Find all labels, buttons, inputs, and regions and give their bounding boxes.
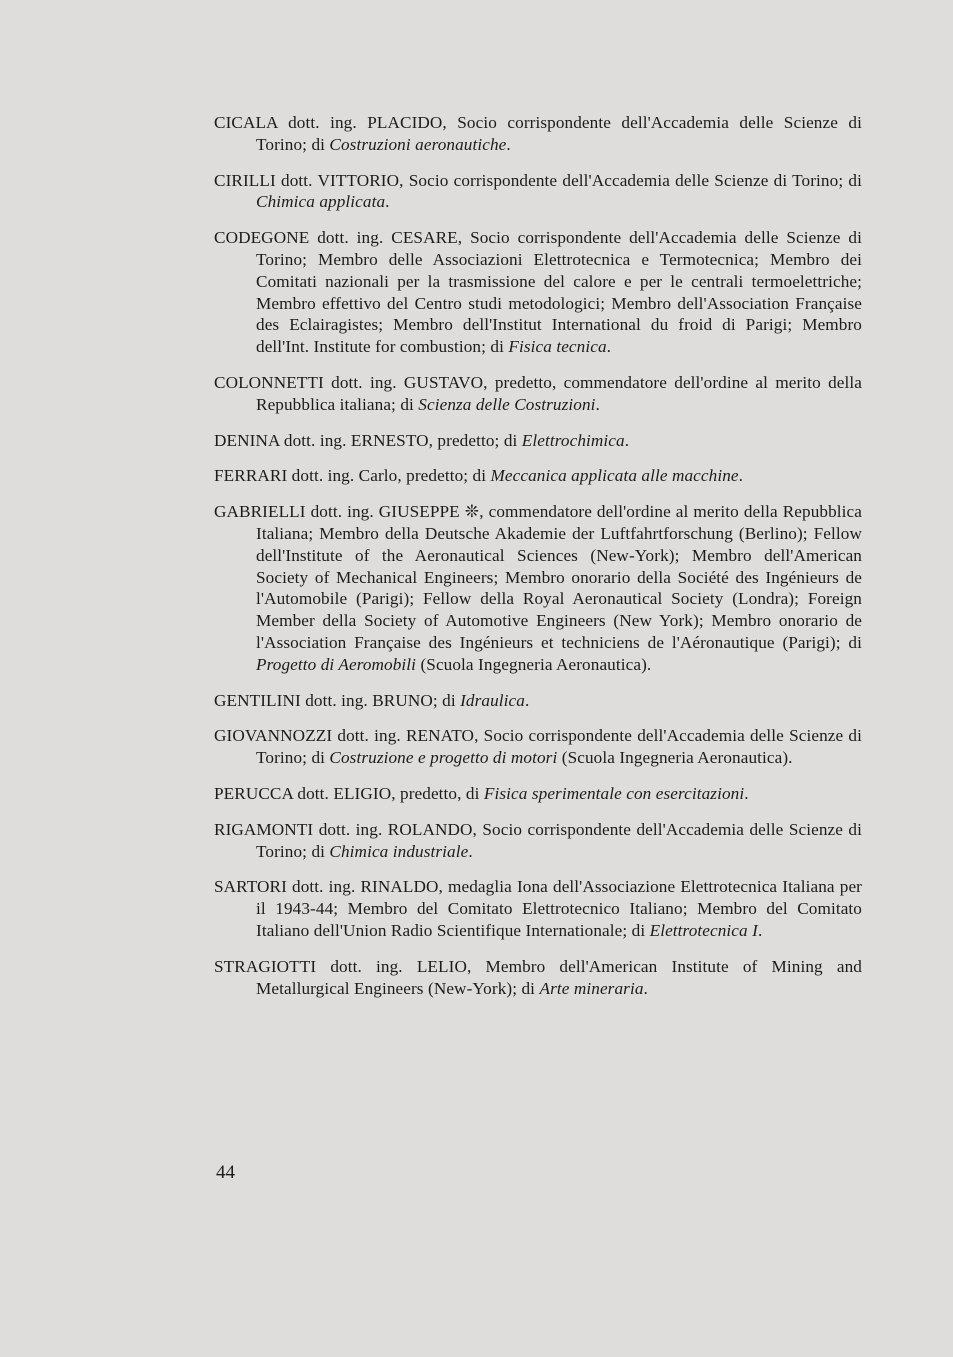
entry-subject: Progetto di Aeromobili [256,654,417,674]
entry-text: FERRARI dott. ing. Carlo, predetto; di [214,466,491,486]
entry-tail: . [757,920,763,940]
entry-text: DENINA dott. ing. ERNESTO, predetto; di [214,430,522,450]
entry-subject: Idraulica [460,690,525,710]
entry-tail: . [738,466,744,486]
entry-gentilini [214,690,862,712]
entry-gabrielli [214,501,862,675]
entry-tail: . [606,337,612,357]
entry-text: GENTILINI dott. ing. BRUNO; di [214,690,461,710]
entry-stragiotti [214,956,862,1000]
entry-colonnetti [214,372,862,416]
entry-subject: Elettrochimica [521,430,625,450]
entry-subject: Costruzione e progetto di motori [329,748,558,768]
entry-tail: . [595,394,600,414]
entry-tail: . [624,430,630,450]
entry-subject: Elettrotecnica I [649,920,758,940]
entry-text: COLONNETTI dott. ing. GUSTAVO, predetto, commendatore dell'ordine al merito della Repubblica italiana; di [214,372,862,414]
entry-tail: . [385,192,390,212]
entry-subject: Arte mineraria [539,978,644,998]
entry-text: RIGAMONTI dott. ing. ROLANDO, Socio corrispondente dell'Accademia delle Scienze di Torino; di [214,819,862,861]
entry-subject: Chimica industriale [329,841,469,861]
entry-tail: (Scuola Ingegneria Aeronautica). [416,654,652,674]
entry-denina [214,430,862,452]
page-number: 44 [216,1162,235,1183]
entry-giovannozzi [214,725,862,769]
entry-subject: Fisica sperimentale con esercitazioni [483,783,745,803]
entry-subject: Meccanica applicata alle macchine [490,466,739,486]
entry-ferrari [214,465,862,487]
entry-tail: . [506,134,511,154]
entry-codegone [214,227,862,358]
entry-text: GIOVANNOZZI dott. ing. RENATO, Socio corrispondente dell'Accademia delle Scienze di Torino; di [214,726,862,768]
entry-subject: Fisica tecnica [508,337,607,357]
entry-text: STRAGIOTTI dott. ing. LELIO, Membro dell'American Institute of Mining and Metallurgical Engineers (New-York); di [214,956,862,998]
entry-text: CICALA dott. ing. PLACIDO, Socio corrispondente dell'Accademia delle Scienze di Torino; di [214,113,862,154]
entry-tail: (Scuola Ingegneria Aeronautica). [557,748,793,768]
entry-tail: . [524,690,530,710]
entry-text: GABRIELLI dott. ing. GIUSEPPE ❊, commendatore dell'ordine al merito della Repubblica Italiana; Membro della Deutsche Akademie der Luftfahrtforschung (Berlino); Fellow dell'Institute of the Aeronautical Sciences (New-York); Membro dell'American Society of Mechanical Engineers; Membro onorario della Société des Ingénieurs de l'Automobile (Parigi); Fellow della Royal Aeronautical Society (Londra); Foreign Member della Society of Automotive Engineers (New York); Membro onorario de l'Association Française des Ingénieurs et techniciens de l'Aéronautique (Parigi); di [214,502,862,652]
entry-tail: . [468,841,473,861]
entry-subject: Costruzioni aeronautiche [329,134,507,154]
entry-text: CODEGONE dott. ing. CESARE, Socio corrispondente dell'Accademia delle Scienze di Torino; Membro delle Associazioni Elettrotecnica e Termotecnica; Membro dei Comitati nazionali per la trasmissione del calore e per le centrali termoelettriche; Membro effettivo del Centro studi metodologici; Membro dell'Association Française des Eclairagistes; Membro dell'Institut International du froid di Parigi; Membro dell'Int. Institute for combustion; di [214,228,862,357]
entry-cicala [214,112,862,156]
entry-cirilli [214,170,862,214]
entry-text: PERUCCA dott. ELIGIO, predetto, di [214,783,484,803]
entry-subject: Scienza delle Costruzioni [418,394,596,414]
entry-text: SARTORI dott. ing. RINALDO, medaglia Iona dell'Associazione Elettrotecnica Italiana per il 1943-44; Membro del Comitato Elettrotecnico Italiano; Membro del Comitato Italiano dell'Union Radio Scientifique Internationale; di [214,877,862,940]
entry-rigamonti [214,819,862,863]
entry-tail: . [643,978,648,998]
entry-text: CIRILLI dott. VITTORIO, Socio corrispondente dell'Accademia delle Scienze di Torino; di [214,170,862,190]
entry-perucca [214,783,862,805]
faculty-list [214,112,862,1013]
entry-tail: . [744,783,749,803]
entry-sartori [214,876,862,941]
entry-subject: Chimica applicata [256,192,386,212]
